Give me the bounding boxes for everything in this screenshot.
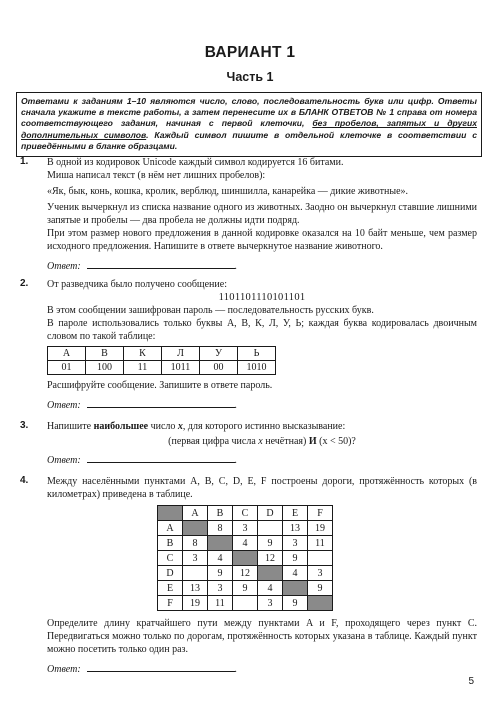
q4-text-2: Определите длину кратчайшего пути между пунктами A и F, проходящего через пункт C. Передвигаться можно только по дорогам, протяжённость которых указана в таблице. Каждый пункт можно посетить только один раз. xyxy=(47,618,477,655)
answer-dot: . xyxy=(234,664,238,675)
distance-cell: 11 xyxy=(308,536,333,551)
answer-field[interactable] xyxy=(87,259,235,269)
distance-cell: 3 xyxy=(183,551,208,566)
distance-cell: 13 xyxy=(283,521,308,536)
letter-cell: В xyxy=(86,347,124,361)
q3-expression xyxy=(47,435,477,448)
instructions-text: Ответами к заданиям 1–10 являются число, слово, последовательность букв или цифр. Ответы сначала укажите в тексте работы, а затем перенесите их в БЛАНК ОТВЕТОВ № 1 справа от номера соответствующего задания, начиная с первой клеточки, xyxy=(21,96,477,129)
q3-text-end: , для которого истинно высказывание: xyxy=(182,421,346,432)
distance-cell: 9 xyxy=(208,566,233,581)
diagonal-cell xyxy=(208,536,233,551)
distance-cell xyxy=(233,596,258,611)
question-number: 4. xyxy=(20,475,29,486)
q2-text-3: В пароле использовались только буквы А, В, К, Л, У, Ь; каждая буква кодировалась двоичным словом по такой таблице: xyxy=(47,318,477,342)
answer-label: Ответ: xyxy=(47,455,81,466)
instructions-box xyxy=(16,92,482,157)
header-cell: A xyxy=(183,506,208,521)
distance-cell: 4 xyxy=(283,566,308,581)
header-cell: C xyxy=(233,506,258,521)
distance-cell xyxy=(308,551,333,566)
expr-variable: x xyxy=(258,436,263,447)
variant-title: ВАРИАНТ 1 xyxy=(204,44,296,61)
distance-cell xyxy=(183,566,208,581)
answer-row xyxy=(47,662,477,676)
question-body xyxy=(47,156,477,273)
question-body xyxy=(47,420,477,467)
distance-cell: 13 xyxy=(183,581,208,596)
code-table xyxy=(47,346,276,375)
distance-row xyxy=(158,551,333,566)
diagonal-cell xyxy=(183,521,208,536)
page-number: 5 xyxy=(468,676,474,687)
q2-text-4: Расшифруйте сообщение. Запишите в ответе пароль. xyxy=(47,380,273,391)
row-label: E xyxy=(158,581,183,596)
distance-cell: 3 xyxy=(258,596,283,611)
q3-text xyxy=(47,420,477,433)
distance-row xyxy=(158,596,333,611)
header-cell: F xyxy=(308,506,333,521)
q1-quote: «Як, бык, конь, кошка, кролик, верблюд, шиншилла, канарейка — дикие животные». xyxy=(47,186,409,197)
q1-text-4: Ученик вычеркнул из списка название одного из животных. Заодно он вычеркнул ставшие лишними запятые и пробелы — два пробела не должны идти подряд. xyxy=(47,202,477,226)
answer-label: Ответ: xyxy=(47,261,81,272)
distance-cell: 8 xyxy=(183,536,208,551)
question-number: 3. xyxy=(20,420,29,431)
header-cell: D xyxy=(258,506,283,521)
header-cell: B xyxy=(208,506,233,521)
answer-row xyxy=(47,398,477,412)
row-label: F xyxy=(158,596,183,611)
distance-cell: 4 xyxy=(258,581,283,596)
q3-text-mid: число xyxy=(148,421,178,432)
code-cell: 1010 xyxy=(238,361,276,375)
q1-text-1: В одной из кодировок Unicode каждый символ кодируется 16 битами. xyxy=(47,157,344,168)
distance-cell: 12 xyxy=(258,551,283,566)
diagonal-cell xyxy=(258,566,283,581)
q2-code: 1101101110101101 xyxy=(218,292,306,303)
distance-row xyxy=(158,566,333,581)
corner-cell xyxy=(158,506,183,521)
distance-cell: 4 xyxy=(233,536,258,551)
code-cell: 11 xyxy=(124,361,162,375)
q1-text-2: Миша написал текст (в нём нет лишних пробелов): xyxy=(47,170,266,181)
distance-row xyxy=(158,521,333,536)
answer-label: Ответ: xyxy=(47,664,81,675)
q2-text-1: От разведчика было получено сообщение: xyxy=(47,279,227,290)
expr-and: И xyxy=(308,436,317,447)
distance-cell: 3 xyxy=(233,521,258,536)
instructions-text-end: . Каждый символ пишите в отдельной клеточке в соответствии с приведёнными в бланке образцами. xyxy=(21,129,477,151)
distance-row xyxy=(158,536,333,551)
header-cell: E xyxy=(283,506,308,521)
letter-cell: У xyxy=(200,347,238,361)
distance-cell: 4 xyxy=(208,551,233,566)
distance-header-row xyxy=(158,506,333,521)
answer-dot: . xyxy=(234,261,238,272)
distance-cell: 9 xyxy=(258,536,283,551)
distance-table xyxy=(157,505,333,611)
expr-part: (x < 50)? xyxy=(316,436,356,447)
distance-cell: 9 xyxy=(283,596,308,611)
answer-field[interactable] xyxy=(87,662,235,672)
distance-row xyxy=(158,581,333,596)
diagonal-cell xyxy=(308,596,333,611)
answer-dot: . xyxy=(234,400,238,411)
diagonal-cell xyxy=(233,551,258,566)
distance-cell: 9 xyxy=(308,581,333,596)
q4-text-1: Между населёнными пунктами A, B, C, D, E, F построены дороги, протяжённость которых (в километрах) приведена в таблице. xyxy=(47,476,477,500)
code-cell: 1011 xyxy=(162,361,200,375)
expr-part: (первая цифра числа xyxy=(168,436,259,447)
expr-part: нечётная) xyxy=(262,436,309,447)
distance-cell: 9 xyxy=(283,551,308,566)
distance-cell: 12 xyxy=(233,566,258,581)
q3-variable: x xyxy=(177,421,183,432)
question-number: 1. xyxy=(20,156,29,167)
row-label: C xyxy=(158,551,183,566)
instructions-underlined: без пробелов, запятых и других дополнительных символов xyxy=(21,118,477,140)
question-number: 2. xyxy=(20,278,29,289)
q2-text-2: В этом сообщении зашифрован пароль — последовательность русских букв. xyxy=(47,305,374,316)
answer-row xyxy=(47,259,477,273)
code-cell: 00 xyxy=(200,361,238,375)
distance-cell: 8 xyxy=(208,521,233,536)
question-body xyxy=(47,278,477,412)
q3-keyword: наибольшее xyxy=(93,421,149,432)
answer-dot: . xyxy=(234,455,238,466)
letter-cell: Л xyxy=(162,347,200,361)
letter-cell: К xyxy=(124,347,162,361)
letter-cell: А xyxy=(48,347,86,361)
code-cell: 01 xyxy=(48,361,86,375)
answer-field[interactable] xyxy=(87,453,235,463)
answer-field[interactable] xyxy=(87,398,235,408)
distance-cell: 19 xyxy=(183,596,208,611)
row-label: A xyxy=(158,521,183,536)
distance-cell: 3 xyxy=(308,566,333,581)
distance-cell: 3 xyxy=(283,536,308,551)
diagonal-cell xyxy=(283,581,308,596)
distance-cell: 19 xyxy=(308,521,333,536)
letter-cell: Ь xyxy=(238,347,276,361)
q3-text-start: Напишите xyxy=(47,421,94,432)
part-title: Часть 1 xyxy=(226,70,274,84)
answer-label: Ответ: xyxy=(47,400,81,411)
distance-cell: 9 xyxy=(233,581,258,596)
distance-cell xyxy=(258,521,283,536)
code-cell: 100 xyxy=(86,361,124,375)
code-table-codes xyxy=(48,361,276,375)
row-label: B xyxy=(158,536,183,551)
row-label: D xyxy=(158,566,183,581)
distance-cell: 11 xyxy=(208,596,233,611)
q1-text-5: При этом размер нового предложения в данной кодировке оказался на 10 байт меньше, чем размер исходного предложения. Напишите в ответе вычеркнутое название животного. xyxy=(47,228,477,252)
answer-row xyxy=(47,453,477,467)
distance-cell: 3 xyxy=(208,581,233,596)
question-body xyxy=(47,475,477,676)
code-table-letters xyxy=(48,347,276,361)
